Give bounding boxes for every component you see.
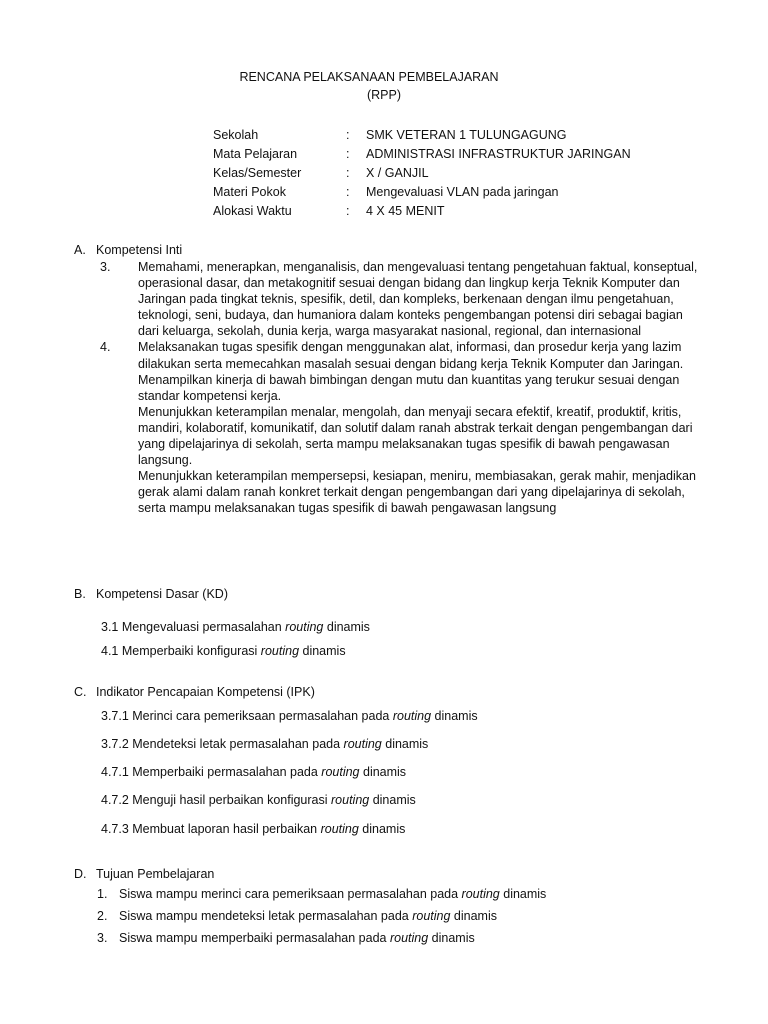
section-title: Tujuan Pembelajaran — [96, 867, 215, 881]
item-number: 4. — [100, 340, 111, 355]
info-colon: : — [346, 128, 350, 142]
tujuan-item: 1. Siswa mampu merinci cara pemeriksaan permasalahan pada routing dinamis — [97, 887, 547, 901]
info-label: Materi Pokok — [213, 185, 286, 199]
kd-item: 4.1 Memperbaiki konfigurasi routing dinamis — [101, 644, 346, 658]
item-paragraph: Memahami, menerapkan, menganalisis, dan mengevaluasi tentang pengetahuan faktual, konseptual, operasional dasar, dan metakognitif sesuai dengan bidang dan lingkup kerja Teknik Komputer dan Jaringan pada tingkat teknis, spesifik, detil, dan kompleks, berkenaan dengan ilmu pengetahuan, teknologi, seni, budaya, dan humaniora dalam konteks pengembangan potensi diri sebagai bagian dari keluarga, sekolah, dunia kerja, warga masyarakat nasional, regional, dan internasional — [138, 260, 698, 339]
kd-item: 3.1 Mengevaluasi permasalahan routing dinamis — [101, 620, 370, 634]
section-c-heading — [74, 684, 315, 700]
ipk-item: 4.7.3 Membuat laporan hasil perbaikan routing dinamis — [101, 822, 406, 836]
tujuan-item: 3. Siswa mampu memperbaiki permasalahan pada routing dinamis — [97, 931, 475, 945]
tujuan-item: 2. Siswa mampu mendeteksi letak permasalahan pada routing dinamis — [97, 909, 497, 923]
item-paragraph: Menunjukkan keterampilan mempersepsi, kesiapan, meniru, membiasakan, gerak mahir, menjadikan gerak alami dalam ranah konkret terkait dengan pengembangan dari yang dipelajarinya di sekolah, serta mampu melaksanakan tugas spesifik di bawah pengawasan langsung — [138, 469, 696, 516]
section-title: Indikator Pencapaian Kompetensi (IPK) — [96, 685, 315, 699]
info-colon: : — [346, 204, 350, 218]
info-label: Mata Pelajaran — [213, 147, 298, 161]
section-letter: D. — [74, 867, 87, 881]
ipk-item: 3.7.1 Merinci cara pemeriksaan permasalahan pada routing dinamis — [101, 709, 478, 723]
info-value: X / GANJIL — [366, 166, 429, 180]
section-letter: B. — [74, 587, 86, 601]
list-item — [100, 339, 700, 516]
info-value: Mengevaluasi VLAN pada jaringan — [366, 185, 559, 199]
item-paragraph: Menunjukkan keterampilan menalar, mengolah, dan menyaji secara efektif, kreatif, produktif, kritis, mandiri, kolaboratif, komunikatif, dan solutif dalam ranah abstrak terkait dengan pengembangan dari yang dipelajarinya di sekolah, serta mampu melaksanakan tugas spesifik di bawah pengawasan langsung. — [138, 404, 693, 468]
info-colon: : — [346, 185, 350, 199]
item-paragraph: Melaksanakan tugas spesifik dengan menggunakan alat, informasi, dan prosedur kerja yang lazim dilakukan serta memecahkan masalah sesuai dengan bidang kerja Teknik Komputer dan Jaringan. Menampilkan kinerja di bawah bimbingan dengan mutu dan kuantitas yang terukur sesuai dengan standar kompetensi kerja. — [138, 340, 684, 403]
info-value: SMK VETERAN 1 TULUNGAGUNG — [366, 128, 567, 142]
kompetensi-inti-list — [100, 259, 700, 517]
list-item — [100, 259, 700, 339]
section-title: Kompetensi Dasar (KD) — [96, 587, 228, 601]
section-b-heading — [74, 586, 228, 602]
info-value: 4 X 45 MENIT — [366, 204, 445, 218]
document-title: RENCANA PELAKSANAAN PEMBELAJARAN — [239, 70, 499, 84]
section-a-heading — [74, 242, 182, 258]
info-colon: : — [346, 166, 350, 180]
section-letter: A. — [74, 243, 86, 257]
ipk-item: 3.7.2 Mendeteksi letak permasalahan pada routing dinamis — [101, 737, 429, 751]
ipk-item: 4.7.1 Memperbaiki permasalahan pada routing dinamis — [101, 765, 407, 779]
section-d-heading — [74, 866, 214, 882]
section-title: Kompetensi Inti — [96, 243, 183, 257]
section-letter: C. — [74, 685, 87, 699]
info-label: Sekolah — [213, 128, 259, 142]
info-label: Alokasi Waktu — [213, 204, 292, 218]
info-label: Kelas/Semester — [213, 166, 302, 180]
info-colon: : — [346, 147, 350, 161]
document-subtitle: (RPP) — [366, 88, 402, 102]
ipk-item: 4.7.2 Menguji hasil perbaikan konfigurasi routing dinamis — [101, 793, 416, 807]
info-value: ADMINISTRASI INFRASTRUKTUR JARINGAN — [366, 147, 631, 161]
item-number: 3. — [100, 260, 111, 274]
